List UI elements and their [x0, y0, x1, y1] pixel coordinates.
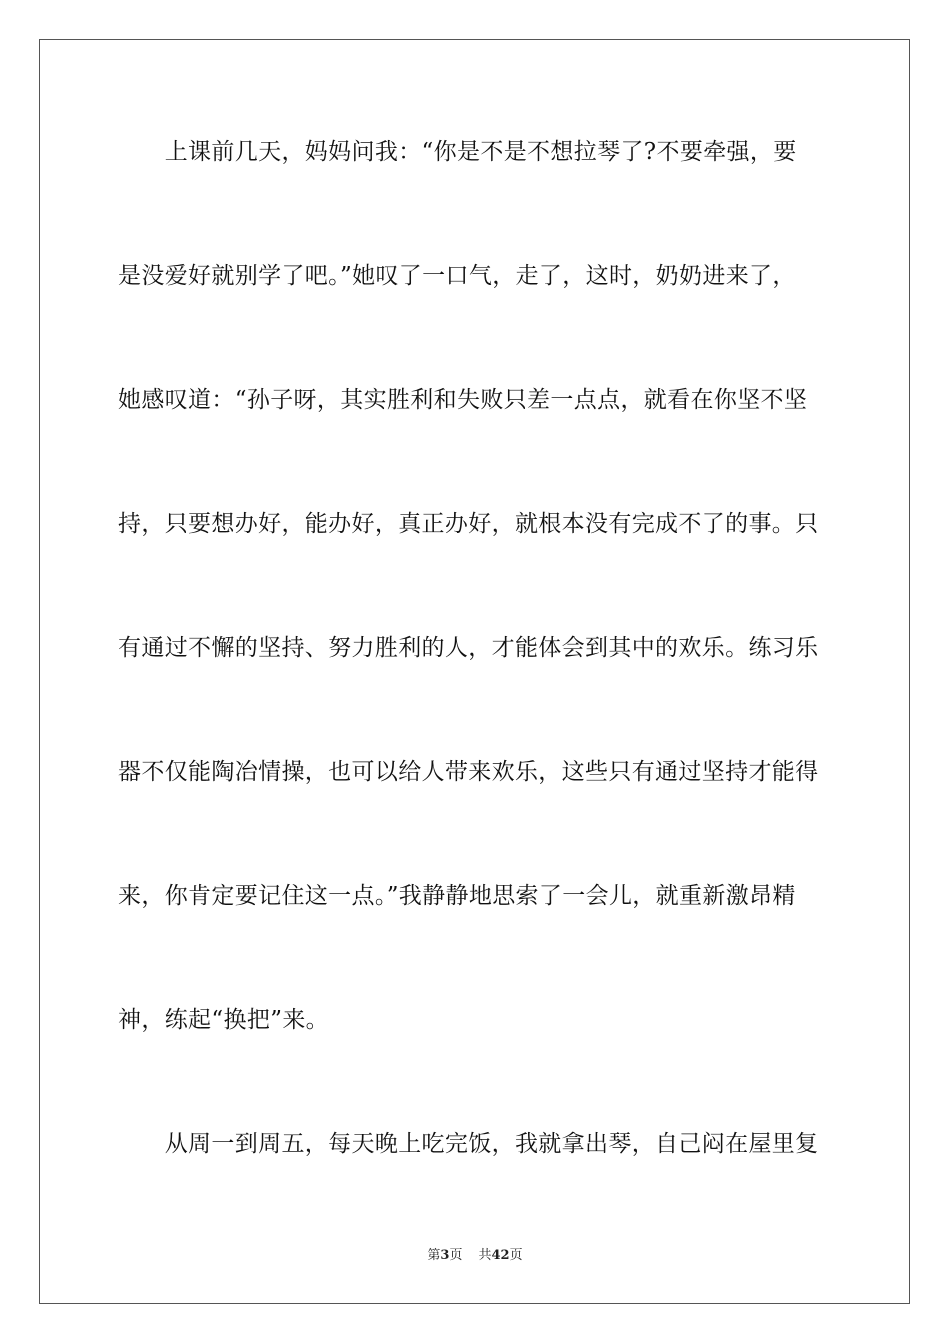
body-text-line: 器不仅能陶冶情操，也可以给人带来欢乐，这些只有通过坚持才能得 [118, 759, 819, 785]
body-text-line: 她感叹道：“孙子呀，其实胜利和失败只差一点点，就看在你坚不坚 [118, 387, 808, 413]
body-text-line: 神，练起“换把”来。 [118, 1007, 330, 1033]
body-text-line: 持，只要想办好，能办好，真正办好，就根本没有完成不了的事。只 [118, 511, 819, 537]
body-text-line: 来，你肯定要记住这一点。”我静静地思索了一会儿，就重新激昂精 [118, 883, 796, 909]
page-footer [0, 1248, 950, 1264]
total-prefix: 共 [478, 1248, 492, 1263]
body-text-line: 上课前几天，妈妈问我：“你是不是不想拉琴了?不要牵强，要 [118, 139, 797, 165]
body-text-line: 是没爱好就别学了吧。”她叹了一口气，走了，这时，奶奶进来了， [118, 263, 796, 289]
body-text-line: 有通过不懈的坚持、努力胜利的人，才能体会到其中的欢乐。练习乐 [118, 635, 819, 661]
page-suffix: 页 [449, 1248, 463, 1263]
page-number: 3 [440, 1248, 450, 1263]
body-text-line: 从周一到周五，每天晚上吃完饭，我就拿出琴，自己闷在屋里复 [118, 1131, 819, 1157]
page-border [39, 39, 910, 1304]
page-prefix: 第 [427, 1248, 441, 1263]
total-pages: 42 [491, 1248, 510, 1263]
total-suffix: 页 [509, 1248, 523, 1263]
